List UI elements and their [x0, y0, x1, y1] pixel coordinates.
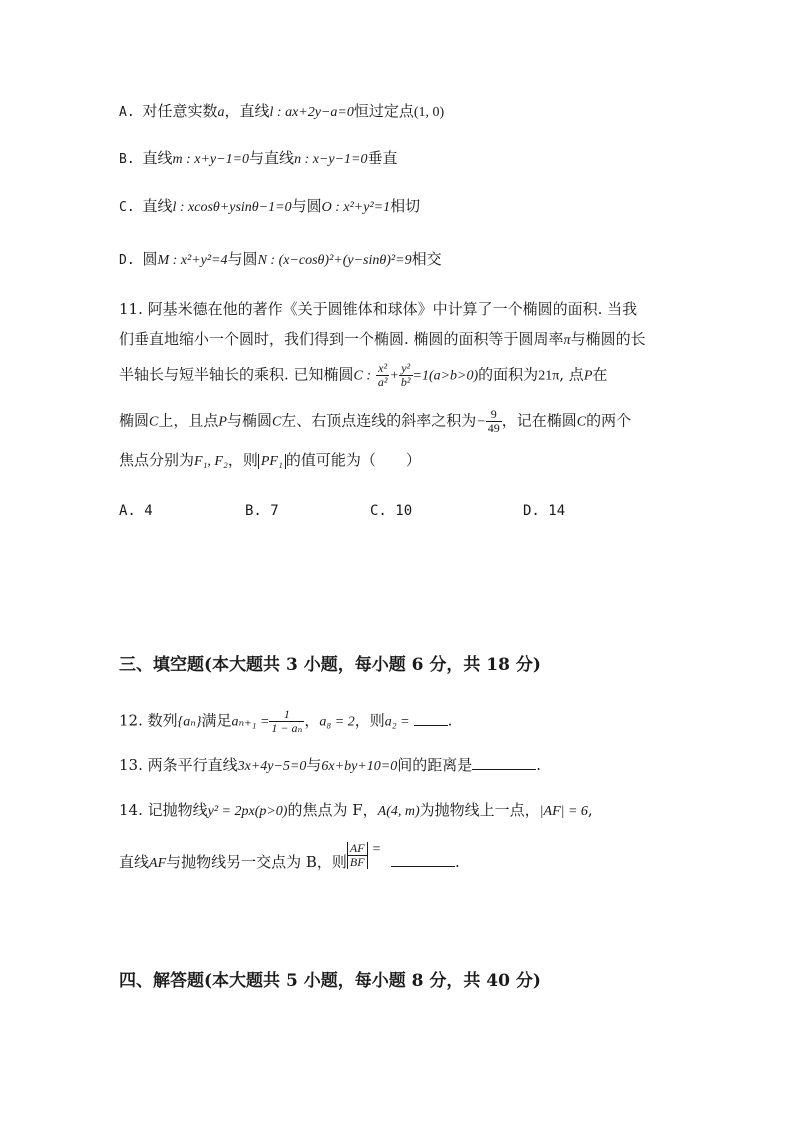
section-4-title: 四、解答题(本大题共 5 小题，每小题 8 分，共 40 分) [119, 971, 541, 991]
ellipse-y-fraction: $\frac{\text{y²}}{\text{b²}}$ [400, 361, 411, 389]
q11-option-d: D. 14 [523, 503, 566, 519]
slope-product-fraction: $\frac{9}{49}$ [487, 407, 500, 435]
q11-line-5: 焦点分别为F₁, F₂，则 PF₁ 的值可能为（ ） [119, 451, 421, 469]
ratio-fraction: $\frac{AF}{BF}$ [347, 842, 368, 869]
q14-line-2: 直线AF与抛物线另一交点为 B，则 $\frac{AF}{BF}$ =. [119, 841, 460, 871]
q11-line-4: 椭圆C上，且点P与椭圆C左、右顶点连线的斜率之积为− $\frac{9}{49}$ ，记在椭圆C的两个 [119, 407, 632, 435]
recurrence-fraction: $\frac{1}{\text{1 − aₙ}}$ [271, 707, 303, 735]
q13-answer-blank[interactable] [472, 755, 536, 770]
q10-option-b: B. 直线m : x+y−1=0与直线n : x−y−1=0垂直 [119, 149, 398, 167]
q11-option-c: C. 10 [370, 503, 413, 519]
q14-line-1: 14. 记抛物线y² = 2px(p>0)的焦点为 F，A(4, m)为抛物线上一点，|AF| = 6, [119, 801, 593, 819]
q13-line: 13. 两条平行直线3x+4y−5=0与6x+by+10=0间的距离是 . [119, 756, 541, 774]
ellipse-x-fraction: $\frac{\text{x²}}{\text{a²}}$ [377, 361, 388, 389]
q14-answer-blank[interactable] [391, 852, 455, 867]
q11-line-1: 11. 阿基米德在他的著作《关于圆锥体和球体》中计算了一个椭圆的面积. 当我 [119, 300, 638, 318]
q11-option-b: B. 7 [245, 503, 279, 519]
section-3-title: 三、填空题(本大题共 3 小题，每小题 6 分，共 18 分) [119, 655, 541, 675]
q12-line: 12. 数列{aₙ}满足aₙ₊₁ = $\frac{1}{\text{1 − aₙ}}$ ，a₈ = 2，则a₂ = . [119, 707, 453, 735]
q12-answer-blank[interactable] [414, 711, 448, 726]
q11-option-a: A. 4 [119, 503, 153, 519]
q11-line-3: 半轴长与短半轴长的乘积. 已知椭圆C : $\frac{\text{x²}}{\text{a²}}$ + $\frac{\text{y²}}{\text{b²}}$ =1(a>b>0)的面积为21π, 点P在 [119, 361, 608, 389]
q10-option-c: C. 直线l : xcosθ+ysinθ−1=0与圆O : x²+y²=1相切 [119, 197, 421, 215]
q10-option-a: A. 对任意实数a，直线l : ax+2y−a=0恒过定点(1, 0) [119, 102, 445, 120]
q10-option-d: D. 圆M : x²+y²=4与圆N : (x−cosθ)²+(y−sinθ)²=9相交 [119, 250, 442, 268]
q11-line-2: 们垂直地缩小一个圆时，我们得到一个椭圆. 椭圆的面积等于圆周率π与椭圆的长 [119, 330, 646, 348]
